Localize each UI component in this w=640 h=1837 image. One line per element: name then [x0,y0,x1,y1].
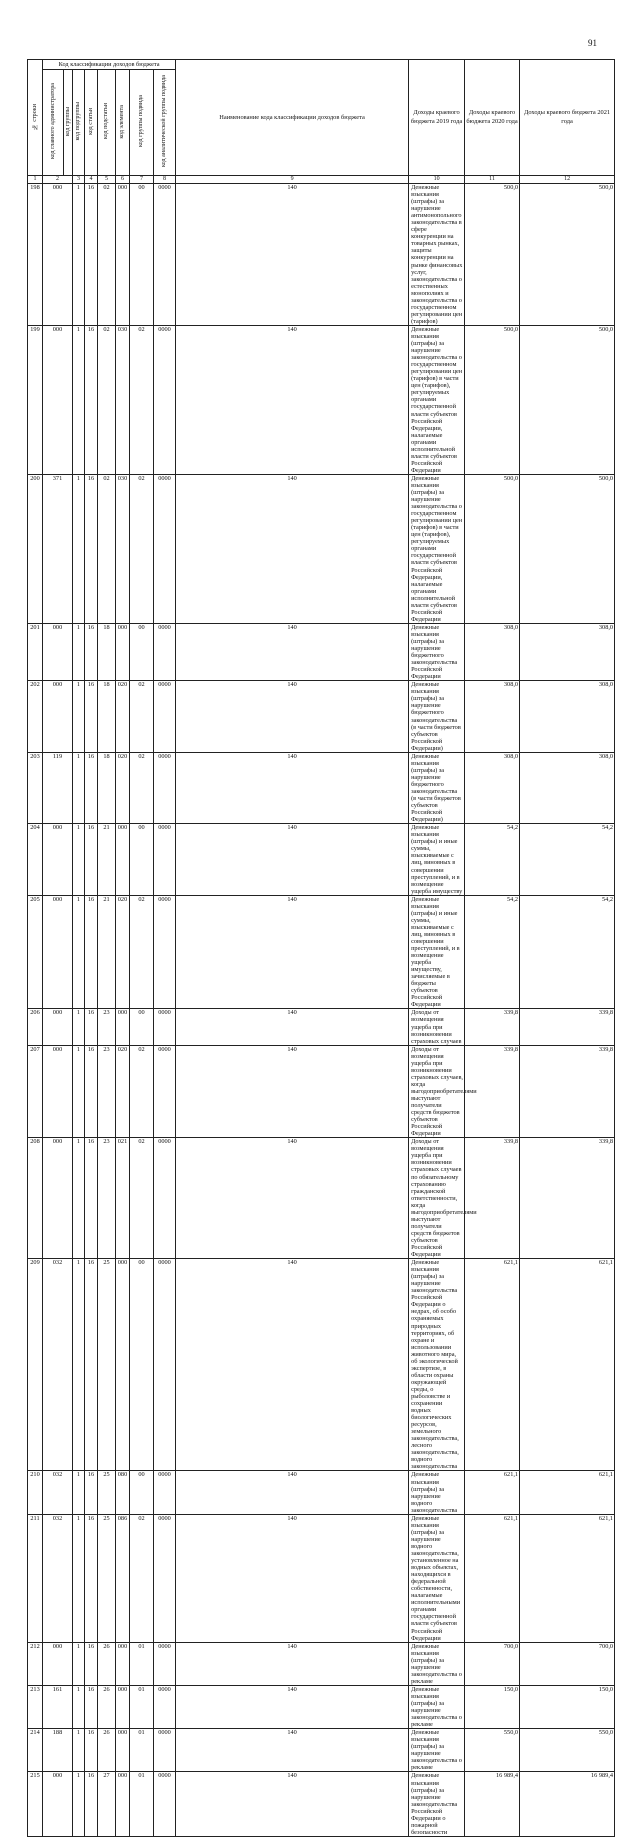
code-subarticle: 020 [116,752,130,823]
column-number: 6 [116,176,130,184]
row-name: Доходы от возмещения ущерба при возникновении страховых случаев по обязательному страхованию гражданской ответственности, когда выгодоприобретателями выступают получатели средств бюджетов субъектов Российской Федерации [409,1138,465,1259]
code-subtype-group: 0000 [154,1685,176,1728]
code-analytic-group: 140 [176,1685,409,1728]
code-subarticle: 030 [116,325,130,474]
code-subarticle: 000 [116,1009,130,1045]
code-analytic-group: 140 [176,681,409,752]
table-row [28,1772,615,1836]
value-2019: 308,0 [465,623,520,680]
code-subtype-group: 0000 [154,184,176,326]
code-group: 1 [73,623,85,680]
row-number: 207 [28,1045,43,1138]
value-2020: 500,0 [520,184,615,326]
code-subarticle: 020 [116,895,130,1009]
code-group: 1 [73,1685,85,1728]
row-number: 206 [28,1009,43,1045]
row-name: Денежные взыскания (штрафы) за нарушение антимонопольного законодательства в сфере конкуренции на товарных рынках, защиты конкуренции на рынке финансовых услуг, законодательства о естественных монополиях и законодательства о государственном регулировании цен (тарифов) [409,184,465,326]
code-element: 00 [130,623,154,680]
row-number: 203 [28,752,43,823]
code-element: 01 [130,1729,154,1772]
table-row [28,184,615,326]
code-subarticle: 021 [116,1138,130,1259]
column-number: 3 [73,176,85,184]
code-article: 25 [98,1471,116,1514]
code-subgroup: 16 [85,1729,98,1772]
code-article: 18 [98,623,116,680]
code-admin: 000 [43,184,73,326]
value-2019: 550,0 [465,1729,520,1772]
code-subtype-group: 0000 [154,824,176,895]
table-row [28,1514,615,1642]
code-element: 01 [130,1772,154,1836]
table-row [28,1685,615,1728]
code-group: 1 [73,1009,85,1045]
code-admin: 000 [43,1045,73,1138]
code-analytic-group: 140 [176,1138,409,1259]
value-2020: 54,2 [520,824,615,895]
code-analytic-group: 140 [176,184,409,326]
row-number: 204 [28,824,43,895]
code-admin: 188 [43,1729,73,1772]
header-year-2019: Доходы краевого бюджета 2019 года [409,60,465,176]
code-article: 18 [98,752,116,823]
code-element: 02 [130,1045,154,1138]
code-group: 1 [73,1259,85,1471]
table-row [28,1138,615,1259]
table-row [28,1729,615,1772]
code-subgroup: 16 [85,1685,98,1728]
code-element: 00 [130,1009,154,1045]
table-row [28,1045,615,1138]
row-number: 213 [28,1685,43,1728]
code-element: 02 [130,752,154,823]
row-number: 201 [28,623,43,680]
row-name: Денежные взыскания (штрафы) и иные суммы, взыскиваемые с лиц, виновных в совершении преступлений, и в возмещение ущерба имуществу, зачисляемые в бюджеты субъектов Российской Федерации [409,895,465,1009]
code-subtype-group: 0000 [154,1772,176,1836]
code-article: 26 [98,1642,116,1685]
row-name: Денежные взыскания (штрафы) за нарушение законодательства о рекламе [409,1685,465,1728]
code-subtype-group: 0000 [154,1471,176,1514]
code-article: 25 [98,1514,116,1642]
code-analytic-group: 140 [176,474,409,623]
code-article: 27 [98,1772,116,1836]
code-subtype-group: 0000 [154,1514,176,1642]
code-subgroup: 16 [85,184,98,326]
value-2019: 54,2 [465,895,520,1009]
code-subgroup: 16 [85,752,98,823]
table-row [28,325,615,474]
code-analytic-group: 140 [176,1514,409,1642]
value-2019: 621,1 [465,1259,520,1471]
value-2019: 621,1 [465,1471,520,1514]
code-subgroup: 16 [85,824,98,895]
value-2020: 16 989,4 [520,1772,615,1836]
row-name: Денежные взыскания (штрафы) за нарушение законодательства о рекламе [409,1729,465,1772]
code-analytic-group: 140 [176,752,409,823]
column-number: 8 [154,176,176,184]
value-2020: 621,1 [520,1259,615,1471]
header-code-analytic-group: код аналитической группы подвида [154,70,176,176]
value-2019: 500,0 [465,325,520,474]
value-2020: 150,0 [520,1685,615,1728]
row-number: 212 [28,1642,43,1685]
header-code-group: код группы [64,70,73,176]
code-subtype-group: 0000 [154,1642,176,1685]
code-subgroup: 16 [85,1514,98,1642]
code-subgroup: 16 [85,474,98,623]
code-element: 00 [130,1259,154,1471]
column-number: 1 [28,176,43,184]
code-group: 1 [73,895,85,1009]
value-2020: 550,0 [520,1729,615,1772]
code-analytic-group: 140 [176,1259,409,1471]
value-2019: 339,8 [465,1138,520,1259]
code-analytic-group: 140 [176,623,409,680]
column-number: 4 [85,176,98,184]
code-group: 1 [73,1772,85,1836]
code-analytic-group: 140 [176,1045,409,1138]
header-code-subgroup: код подгруппы [73,70,85,176]
column-number: 10 [409,176,465,184]
code-admin: 161 [43,1685,73,1728]
code-element: 00 [130,184,154,326]
value-2020: 308,0 [520,752,615,823]
code-subarticle: 000 [116,1685,130,1728]
header-code-subtype-group: код группы подвида [130,70,154,176]
code-subarticle: 000 [116,1259,130,1471]
row-name: Денежные взыскания (штрафы) за нарушение бюджетного законодательства (в части бюджетов субъектов Российской Федерации) [409,681,465,752]
code-subarticle: 000 [116,1642,130,1685]
code-subgroup: 16 [85,1471,98,1514]
row-number: 202 [28,681,43,752]
row-name: Доходы от возмещения ущерба при возникновении страховых случаев, когда выгодоприобретателями выступают получатели средств бюджетов субъектов Российской Федерации [409,1045,465,1138]
header-code-article: код статьи [85,70,98,176]
header-code-subarticle: код подстатьи [98,70,116,176]
code-article: 21 [98,824,116,895]
budget-income-table [27,59,615,1837]
row-number: 211 [28,1514,43,1642]
row-number: 208 [28,1138,43,1259]
code-element: 02 [130,1514,154,1642]
code-subgroup: 16 [85,681,98,752]
value-2019: 308,0 [465,681,520,752]
column-number: 5 [98,176,116,184]
code-subtype-group: 0000 [154,623,176,680]
table-row [28,1642,615,1685]
code-admin: 000 [43,623,73,680]
code-element: 01 [130,1642,154,1685]
code-admin: 000 [43,1642,73,1685]
column-number: 12 [520,176,615,184]
code-article: 25 [98,1259,116,1471]
header-name: Наименование кода классификации доходов бюджета [176,60,409,176]
table-row [28,752,615,823]
code-subarticle: 000 [116,1772,130,1836]
code-group: 1 [73,1471,85,1514]
code-subarticle: 030 [116,474,130,623]
row-number: 199 [28,325,43,474]
code-admin: 032 [43,1259,73,1471]
code-group: 1 [73,325,85,474]
code-subgroup: 16 [85,623,98,680]
code-subarticle: 080 [116,1471,130,1514]
row-number: 215 [28,1772,43,1836]
code-subtype-group: 0000 [154,325,176,474]
value-2020: 621,1 [520,1514,615,1642]
code-subtype-group: 0000 [154,1729,176,1772]
code-article: 21 [98,895,116,1009]
code-analytic-group: 140 [176,1471,409,1514]
header-classification-group: Код классификации доходов бюджета [43,60,176,70]
value-2020: 308,0 [520,623,615,680]
row-name: Денежные взыскания (штрафы) за нарушение законодательства о государственном регулировании цен (тарифов) в части цен (тарифов), регулируемых органами государственной власти субъектов Российской Федерации, налагаемые органами исполнительной власти субъектов Российской Федерации [409,325,465,474]
table-body [28,184,615,1837]
column-number: 11 [465,176,520,184]
value-2019: 150,0 [465,1685,520,1728]
code-analytic-group: 140 [176,1009,409,1045]
code-element: 02 [130,474,154,623]
code-article: 02 [98,325,116,474]
table-row [28,474,615,623]
code-analytic-group: 140 [176,1729,409,1772]
code-article: 23 [98,1138,116,1259]
table-row [28,1471,615,1514]
table-row [28,623,615,680]
code-group: 1 [73,681,85,752]
code-admin: 000 [43,824,73,895]
code-admin: 371 [43,474,73,623]
code-element: 02 [130,895,154,1009]
value-2020: 500,0 [520,474,615,623]
code-subtype-group: 0000 [154,681,176,752]
value-2019: 621,1 [465,1514,520,1642]
header-code-element: код элемента [116,70,130,176]
code-analytic-group: 140 [176,1772,409,1836]
code-admin: 000 [43,681,73,752]
table-row [28,895,615,1009]
code-element: 00 [130,1471,154,1514]
table-row [28,824,615,895]
code-subgroup: 16 [85,1138,98,1259]
row-number: 214 [28,1729,43,1772]
code-group: 1 [73,474,85,623]
row-name: Денежные взыскания (штрафы) за нарушение законодательства о рекламе [409,1642,465,1685]
row-number: 198 [28,184,43,326]
code-element: 02 [130,1138,154,1259]
value-2019: 500,0 [465,184,520,326]
row-number: 209 [28,1259,43,1471]
value-2019: 54,2 [465,824,520,895]
code-group: 1 [73,1045,85,1138]
code-article: 23 [98,1009,116,1045]
code-admin: 000 [43,1009,73,1045]
row-name: Доходы от возмещения ущерба при возникновении страховых случаев [409,1009,465,1045]
code-group: 1 [73,1514,85,1642]
table-row [28,681,615,752]
code-subgroup: 16 [85,1259,98,1471]
code-subtype-group: 0000 [154,1138,176,1259]
code-element: 02 [130,681,154,752]
code-article: 23 [98,1045,116,1138]
code-subgroup: 16 [85,1772,98,1836]
value-2019: 339,8 [465,1009,520,1045]
value-2019: 16 989,4 [465,1772,520,1836]
code-subarticle: 086 [116,1514,130,1642]
code-subgroup: 16 [85,325,98,474]
code-subgroup: 16 [85,1045,98,1138]
code-article: 26 [98,1685,116,1728]
code-group: 1 [73,184,85,326]
value-2019: 700,0 [465,1642,520,1685]
value-2020: 339,8 [520,1009,615,1045]
code-article: 18 [98,681,116,752]
code-analytic-group: 140 [176,824,409,895]
row-name: Денежные взыскания (штрафы) за нарушение законодательства Российской Федерации о пожарной безопасности [409,1772,465,1836]
code-element: 00 [130,824,154,895]
column-number: 2 [43,176,73,184]
value-2020: 339,8 [520,1138,615,1259]
code-article: 02 [98,474,116,623]
code-analytic-group: 140 [176,325,409,474]
column-number-row [28,176,615,184]
header-year-2021: Доходы краевого бюджета 2021 года [520,60,615,176]
header-code-admin: код главного администратора [43,70,64,176]
code-admin: 119 [43,752,73,823]
value-2020: 308,0 [520,681,615,752]
header-year-2020: Доходы краевого бюджета 2020 года [465,60,520,176]
row-number: 210 [28,1471,43,1514]
code-admin: 000 [43,1138,73,1259]
value-2019: 500,0 [465,474,520,623]
value-2020: 621,1 [520,1471,615,1514]
code-analytic-group: 140 [176,1642,409,1685]
code-subarticle: 000 [116,623,130,680]
header-row-number: № строки [28,60,43,176]
value-2020: 500,0 [520,325,615,474]
code-element: 01 [130,1685,154,1728]
value-2020: 700,0 [520,1642,615,1685]
code-group: 1 [73,1729,85,1772]
row-name: Денежные взыскания (штрафы) за нарушение законодательства Российской Федерации о недрах, об особо охраняемых природных территориях, об охране и использовании животного мира, об экологической экспертизе, в области охраны окружающей среды, о рыболовстве и сохранении водных биологических ресурсов, земельного законодательства, лесного законодательства, водного законодательства [409,1259,465,1471]
code-admin: 032 [43,1514,73,1642]
code-subtype-group: 0000 [154,1045,176,1138]
column-number: 7 [130,176,154,184]
code-group: 1 [73,824,85,895]
value-2020: 54,2 [520,895,615,1009]
table-header [28,60,615,184]
value-2020: 339,8 [520,1045,615,1138]
column-number: 9 [176,176,409,184]
row-name: Денежные взыскания (штрафы) за нарушение водного законодательства [409,1471,465,1514]
code-subarticle: 020 [116,681,130,752]
row-name: Денежные взыскания (штрафы) за нарушение бюджетного законодательства Российской Федерации [409,623,465,680]
code-admin: 000 [43,895,73,1009]
value-2019: 308,0 [465,752,520,823]
code-subtype-group: 0000 [154,895,176,1009]
code-subarticle: 000 [116,824,130,895]
code-subarticle: 020 [116,1045,130,1138]
row-number: 200 [28,474,43,623]
code-subgroup: 16 [85,1009,98,1045]
row-number: 205 [28,895,43,1009]
code-group: 1 [73,752,85,823]
code-element: 02 [130,325,154,474]
page-number: 91 [588,38,597,48]
code-subtype-group: 0000 [154,1259,176,1471]
code-group: 1 [73,1642,85,1685]
code-analytic-group: 140 [176,895,409,1009]
code-subgroup: 16 [85,1642,98,1685]
table-row [28,1009,615,1045]
code-article: 02 [98,184,116,326]
code-group: 1 [73,1138,85,1259]
row-name: Денежные взыскания (штрафы) за нарушение водного законодательства, установленное на водных объектах, находящихся в федеральной собственности, налагаемые исполнительными органами государственной власти субъектов Российской Федерации [409,1514,465,1642]
code-subtype-group: 0000 [154,474,176,623]
code-admin: 000 [43,1772,73,1836]
code-article: 26 [98,1729,116,1772]
code-admin: 000 [43,325,73,474]
code-subarticle: 000 [116,184,130,326]
code-subgroup: 16 [85,895,98,1009]
table-row [28,1259,615,1471]
row-name: Денежные взыскания (штрафы) за нарушение законодательства о государственном регулировании цен (тарифов) в части цен (тарифов), регулируемых органами государственной власти субъектов Российской Федерации, налагаемые органами исполнительной власти субъектов Российской Федерации [409,474,465,623]
row-name: Денежные взыскания (штрафы) и иные суммы, взыскиваемые с лиц, виновных в совершении преступлений, и в возмещение ущерба имуществу [409,824,465,895]
code-subtype-group: 0000 [154,1009,176,1045]
value-2019: 339,8 [465,1045,520,1138]
code-subarticle: 000 [116,1729,130,1772]
code-admin: 032 [43,1471,73,1514]
code-subtype-group: 0000 [154,752,176,823]
row-name: Денежные взыскания (штрафы) за нарушение бюджетного законодательства (в части бюджетов субъектов Российской Федерации) [409,752,465,823]
